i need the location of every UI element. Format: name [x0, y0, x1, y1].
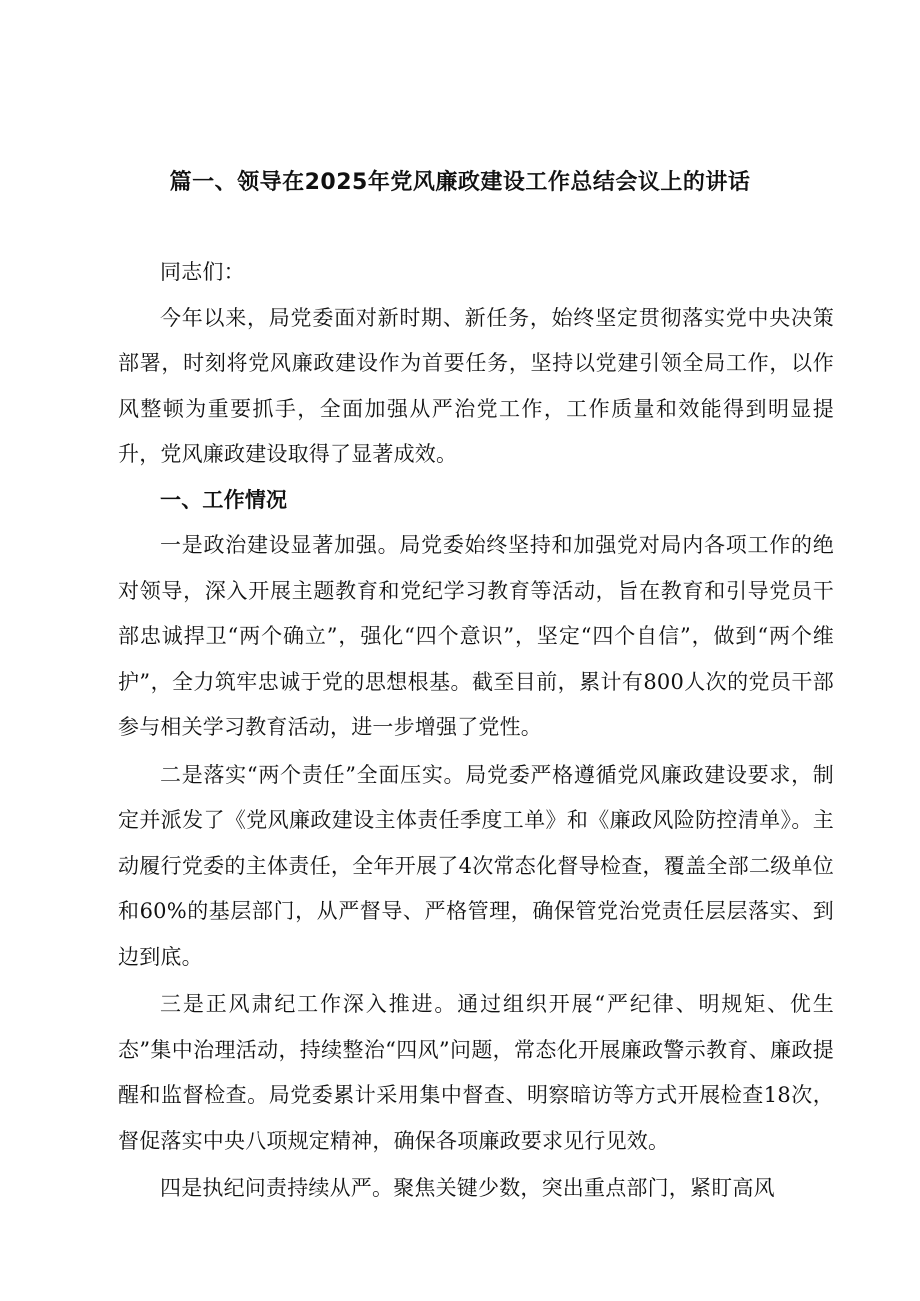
paragraph-discipline-rectification: 三是正风肃纪工作深入推进。通过组织开展“严纪律、明规矩、优生态”集中治理活动，持续整治“四风”问题，常态化开展廉政警示教育、廉政提醒和监督检查。局党委累计采用集中督查、明察暗访等方式开展检查18次，督促落实中央八项规定精神，确保各项廉政要求见行见效。: [118, 992, 834, 1153]
section-heading: 一、工作情况: [160, 487, 288, 512]
document-body: [118, 250, 834, 1212]
document-title: 篇一、领导在2025年党风廉政建设工作总结会议上的讲话: [169, 170, 751, 195]
intro-paragraph: 今年以来，局党委面对新时期、新任务，始终坚定贯彻落实党中央决策部署，时刻将党风廉政建设作为首要任务，坚持以党建引领全局工作，以作风整顿为重要抓手，全面加强从严治党工作，工作质量和效能得到明显提升，党风廉政建设取得了显著成效。: [118, 305, 834, 466]
paragraph-political-building: 一是政治建设显著加强。局党委始终坚持和加强党对局内各项工作的绝对领导，深入开展主题教育和党纪学习教育等活动，旨在教育和引导党员干部忠诚捍卫“两个确立”，强化“四个意识”，坚定“四个自信”，做到“两个维护”，全力筑牢忠诚于党的思想根基。截至目前，累计有800人次的党员干部参与相关学习教育活动，进一步增强了党性。: [118, 533, 834, 739]
paragraph-accountability: 四是执纪问责持续从严。聚焦关键少数，突出重点部门，紧盯高风: [160, 1176, 775, 1200]
salutation: 同志们：: [160, 260, 245, 284]
paragraph-two-responsibilities: 二是落实“两个责任”全面压实。局党委严格遵循党风廉政建设要求，制定并派发了《党风廉政建设主体责任季度工单》和《廉政风险防控清单》。主动履行党委的主体责任，全年开展了4次常态化督导检查，覆盖全部二级单位和60%的基层部门，从严督导、严格管理，确保管党治党责任层层落实、到边到底。: [118, 762, 834, 969]
